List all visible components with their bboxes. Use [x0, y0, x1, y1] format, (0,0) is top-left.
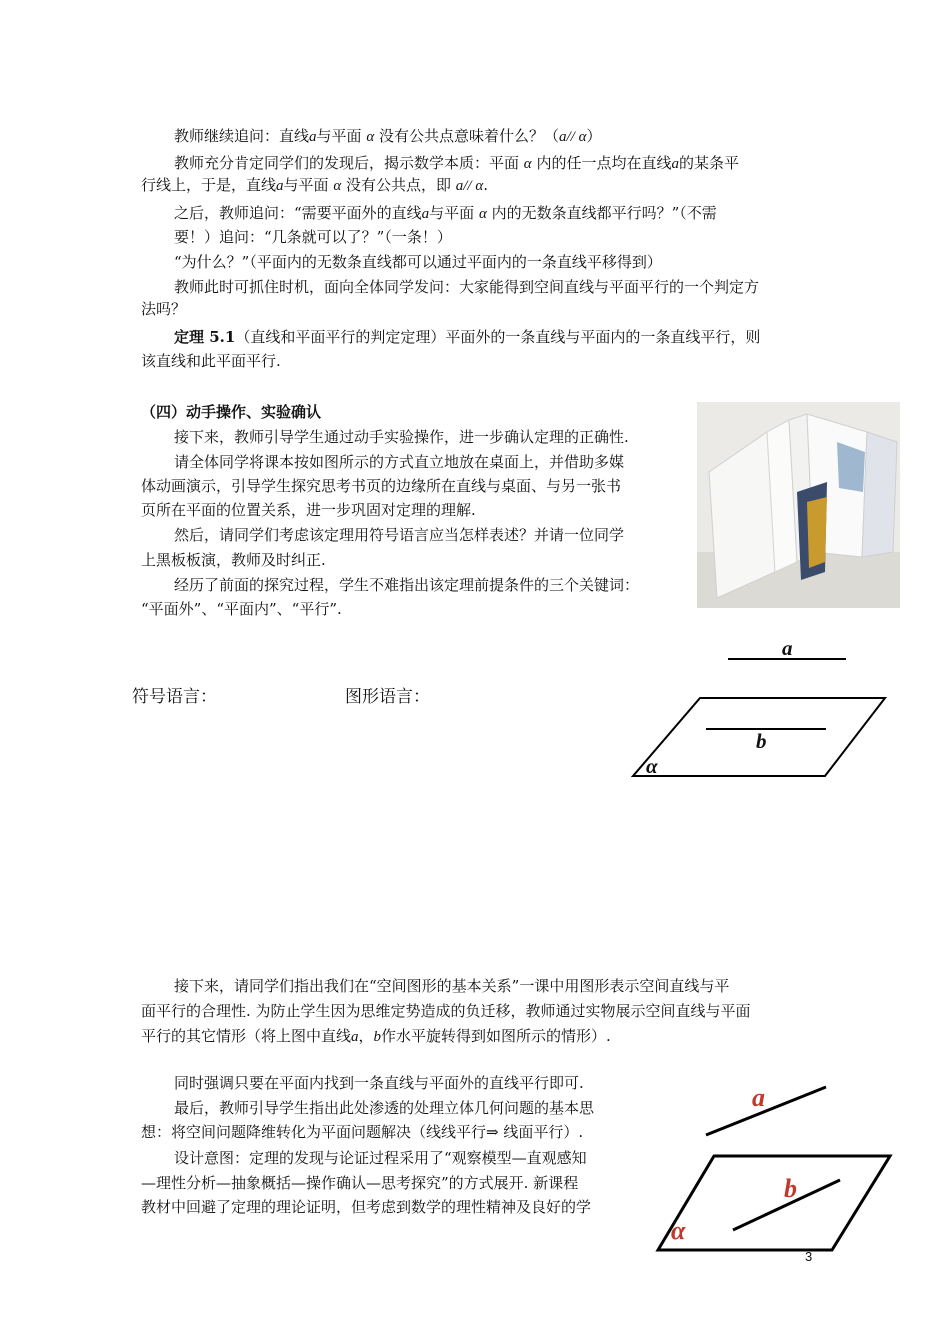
paragraph-rationality-line1: 接下来，请同学们指出我们在“空间图形的基本关系”一课中用图形表示空间直线与平 — [174, 977, 730, 995]
page-number: 3 — [805, 1249, 813, 1264]
figure1-label-alpha: α — [646, 754, 658, 778]
figure2-label-b: b — [784, 1174, 797, 1203]
figure2-label-alpha: α — [671, 1216, 686, 1245]
section-line: 经历了前面的探究过程，学生不难指出该定理前提条件的三个关键词： — [174, 576, 640, 594]
paragraph-basic-idea-line2: 想：将空间问题降维转化为平面问题解决（线线平行⇒ 线面平行）. — [141, 1123, 584, 1141]
paragraph-design-intent-line2: —理性分析—抽象概括—操作确认—思考探究”的方式展开. 新课程 — [141, 1174, 579, 1192]
theorem-line1: 定理 5.1（直线和平面平行的判定定理）平面外的一条直线与平面内的一条直线平行，则 — [174, 328, 761, 346]
figure1-label-a: a — [782, 636, 793, 660]
section-line: 接下来，教师引导学生通过动手实验操作，进一步确认定理的正确性. — [174, 428, 629, 446]
book-standing-photo — [697, 402, 900, 608]
section-line: 请全体同学将课本按如图所示的方式直立地放在桌面上，并借助多媒 — [174, 453, 625, 471]
figure2-label-a: a — [752, 1083, 765, 1112]
paragraph-design-intent-line1: 设计意图：定理的发现与论证过程采用了“观察模型—直观感知 — [174, 1149, 587, 1167]
figure-line-plane-parallel — [630, 638, 900, 783]
section-line: “平面外”、“平面内”、“平行”. — [141, 600, 342, 618]
figure-language-label: 图形语言： — [345, 687, 430, 707]
paragraph-question-line1: 教师此时可抓住时机，面向全体同学发问：大家能得到空间直线与平面平行的一个判定方 — [174, 278, 760, 296]
figure1-label-b: b — [756, 729, 767, 753]
paragraph-question-line2: 法吗？ — [141, 300, 187, 318]
symbol-language-label: 符号语言： — [132, 687, 217, 707]
theorem-line2: 该直线和此平面平行. — [141, 352, 281, 370]
paragraph-rationality-line2: 面平行的合理性. 为防止学生因为思维定势造成的负迁移，教师通过实物展示空间直线与平面 — [141, 1002, 751, 1020]
paragraph-followup-line2: 要！）追问：“几条就可以了？”（一条！） — [174, 228, 452, 246]
paragraph-emphasis: 同时强调只要在平面内找到一条直线与平面外的直线平行即可. — [174, 1074, 584, 1092]
paragraph-design-intent-line3: 教材中回避了定理的理论证明，但考虑到数学的理性精神及良好的学 — [141, 1198, 592, 1216]
paragraph-math-essence-line1: 教师充分肯定同学们的发现后，揭示数学本质：平面 α 内的任一点均在直线a的某条平 — [174, 154, 739, 172]
line-a — [706, 1087, 826, 1135]
section-heading: （四）动手操作、实验确认 — [141, 403, 322, 421]
paragraph-basic-idea-line1: 最后，教师引导学生指出此处渗透的处理立体几何问题的基本思 — [174, 1099, 595, 1117]
figure-rotated-lines — [656, 1082, 896, 1252]
section-line: 上黑板板演，教师及时纠正. — [141, 551, 326, 569]
paragraph-rationality-line3: 平行的其它情形（将上图中直线a，b作水平旋转得到如图所示的情形）. — [141, 1027, 611, 1045]
paragraph-followup-line1: 之后，教师追问：“需要平面外的直线a与平面 α 内的无数条直线都平行吗？”（不需 — [174, 204, 717, 222]
paragraph-teacher-question: 教师继续追问：直线a与平面 α 没有公共点意味着什么？（a// α） — [174, 127, 602, 145]
section-line: 页所在平面的位置关系，进一步巩固对定理的理解. — [141, 501, 476, 519]
plane-alpha — [658, 1156, 890, 1250]
paragraph-why: “为什么？”（平面内的无数条直线都可以通过平面内的一条直线平移得到） — [174, 253, 662, 271]
section-line: 然后，请同学们考虑该定理用符号语言应当怎样表述？并请一位同学 — [174, 526, 625, 544]
paragraph-math-essence-line2: 行线上，于是，直线a与平面 α 没有公共点，即 a// α. — [141, 176, 489, 194]
section-line: 体动画演示，引导学生探究思考书页的边缘所在直线与桌面、与另一张书 — [141, 477, 622, 495]
theorem-label: 定理 5.1 — [174, 328, 236, 346]
